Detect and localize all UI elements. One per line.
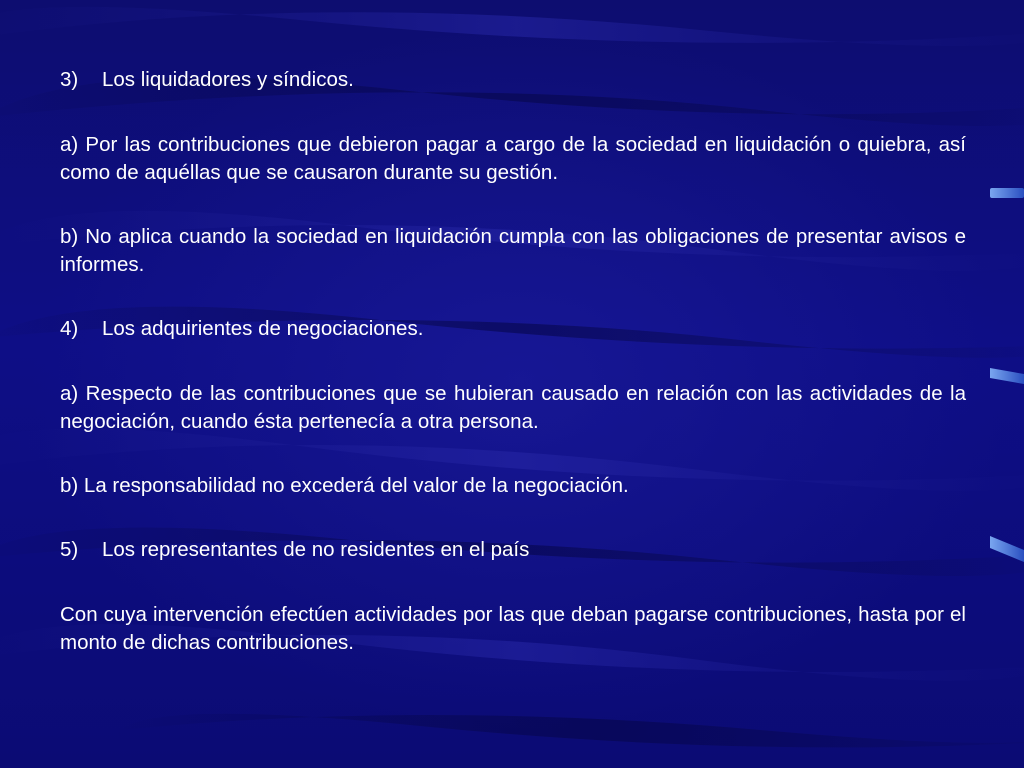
item-title: Los liquidadores y síndicos. bbox=[102, 68, 354, 91]
item-4-para-b: b) La responsabilidad no excederá del valor de la negociación. bbox=[60, 474, 629, 497]
item-number: 3) bbox=[60, 68, 79, 91]
item-title: Los representantes de no residentes en el país bbox=[102, 538, 530, 561]
item-title: Los adquirientes de negociaciones. bbox=[102, 317, 424, 340]
item-5-para: Con cuya intervención efectúen actividades por las que deban pagarse contribuciones, hasta por el monto de dichas contribuciones. bbox=[60, 603, 966, 654]
slide-content bbox=[60, 66, 966, 657]
item-3-heading bbox=[60, 66, 966, 94]
item-4-para-a: a) Respecto de las contribuciones que se hubieran causado en relación con las actividades de la negociación, cuando ésta pertenecía a otra persona. bbox=[60, 382, 966, 433]
item-5-heading bbox=[60, 536, 966, 564]
item-3-para-a: a) Por las contribuciones que debieron pagar a cargo de la sociedad en liquidación o quiebra, así como de aquéllas que se causaron durante su gestión. bbox=[60, 133, 966, 184]
item-3-para-b: b) No aplica cuando la sociedad en liquidación cumpla con las obligaciones de presentar avisos e informes. bbox=[60, 225, 966, 276]
item-number: 5) bbox=[60, 538, 79, 561]
right-edge-marks bbox=[990, 188, 1024, 562]
item-4-heading bbox=[60, 315, 966, 343]
item-number: 4) bbox=[60, 317, 79, 340]
